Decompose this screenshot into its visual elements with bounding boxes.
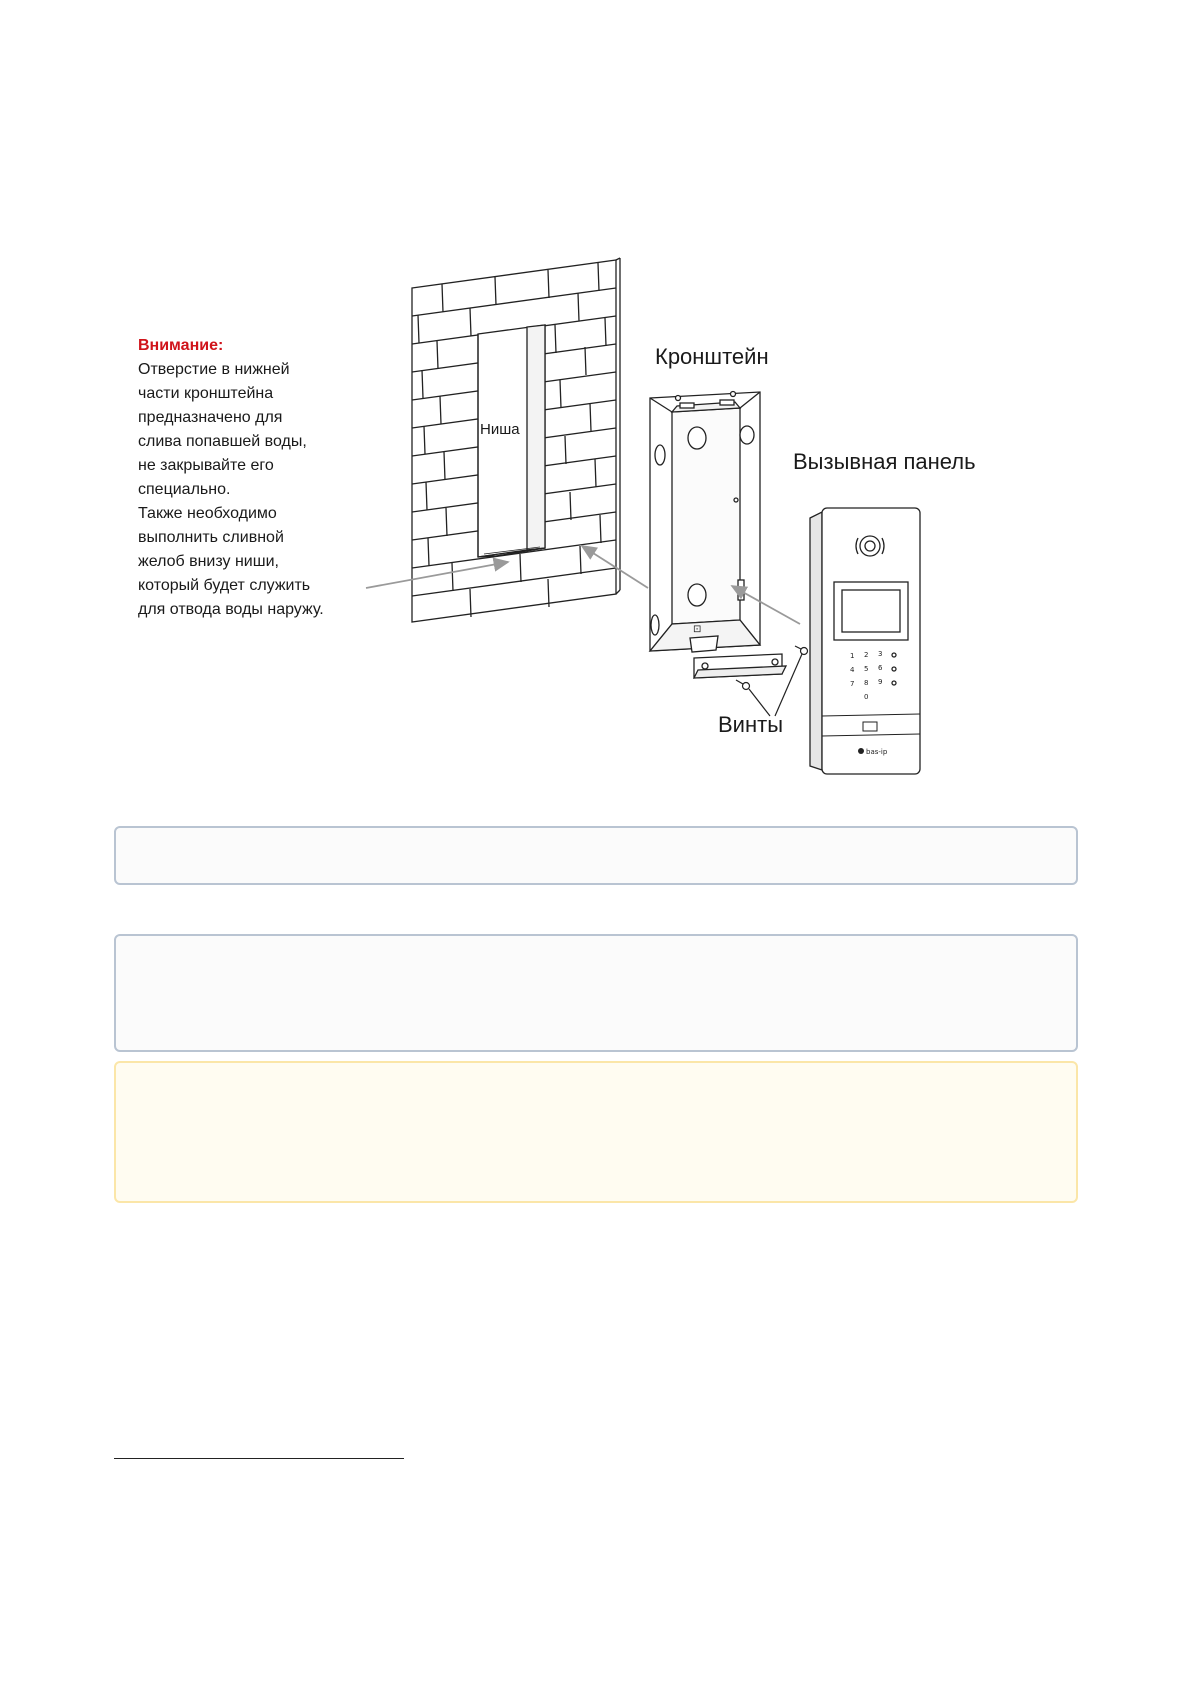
note-line: не закрывайте его (138, 457, 274, 474)
key-7: 7 (850, 680, 855, 688)
wall-niche (478, 325, 545, 557)
note-line: выполнить сливной (138, 529, 284, 546)
note-line: специально. (138, 481, 231, 498)
mounting-bracket (650, 392, 760, 653)
info-box (114, 826, 1078, 885)
note-line: предназначено для (138, 409, 283, 426)
info-box (114, 934, 1078, 1052)
key-9: 9 (878, 678, 883, 686)
key-5: 5 (864, 665, 869, 673)
niche-label: Ниша (480, 421, 520, 438)
key-4: 4 (850, 666, 855, 674)
note-line: который будет служить (138, 577, 311, 594)
key-0: 0 (864, 693, 869, 701)
note-line: слива попавшей воды, (138, 433, 307, 450)
note-line: для отвода воды наружу. (138, 601, 324, 618)
key-3: 3 (878, 650, 883, 658)
key-8: 8 (864, 679, 869, 687)
installation-diagram (0, 0, 1191, 820)
key-2: 2 (864, 651, 869, 659)
note-line: Отверстие в нижней (138, 361, 290, 378)
bracket-label: Кронштейн (655, 344, 769, 369)
call-panel-label: Вызывная панель (793, 449, 976, 474)
note-line: желоб внизу ниши, (138, 553, 279, 570)
warning-title: Внимание: (138, 337, 224, 354)
bottom-plate (694, 654, 786, 678)
svg-text:⊡: ⊡ (693, 624, 702, 635)
tip-box (114, 1061, 1078, 1203)
key-1: 1 (850, 652, 855, 660)
key-6: 6 (878, 664, 883, 672)
note-line: Также необходимо (138, 505, 277, 522)
call-panel (810, 508, 920, 774)
note-line: части кронштейна (138, 385, 274, 402)
svg-text:bas-ip: bas-ip (866, 748, 888, 756)
footnote-separator (114, 1458, 404, 1459)
screws-label: Винты (718, 712, 784, 737)
